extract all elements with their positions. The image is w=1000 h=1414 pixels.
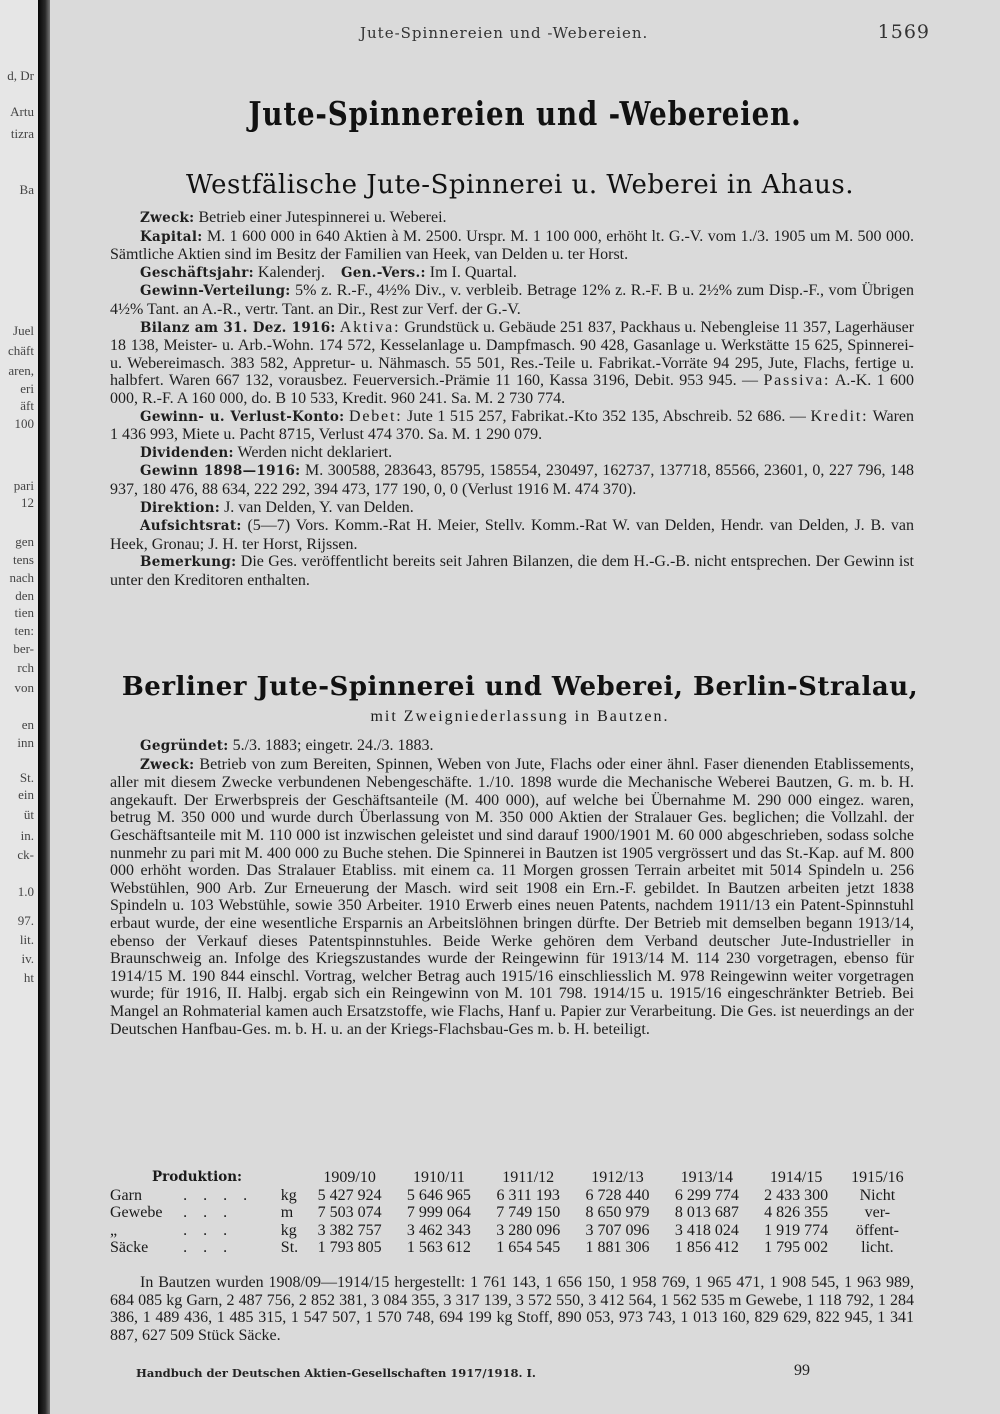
gutter-text-fragment: en [21, 717, 34, 732]
produktion-unit: kg [280, 1186, 297, 1204]
produktion-value: 2 433 300 [764, 1186, 829, 1204]
produktion-value: 7 503 074 [317, 1204, 382, 1222]
produktion-value: 4 826 355 [764, 1204, 829, 1222]
produktion-item: Garn [110, 1186, 142, 1204]
entry-gewinn-verlust-konto [110, 408, 914, 444]
produktion-value: 3 707 096 [585, 1221, 650, 1239]
entry-direktion [110, 499, 914, 518]
entry-gewinn-verteilung [110, 282, 914, 318]
produktion-unit: kg [280, 1221, 297, 1239]
book-page [50, 0, 1000, 1414]
produktion-value: licht. [861, 1239, 894, 1257]
text-direktion: J. van Delden, Y. van Delden. [224, 498, 414, 516]
company-subtitle-berliner: mit Zweigniederlassung in Bautzen. [370, 708, 670, 725]
produktion-value: ver- [864, 1204, 891, 1222]
produktion-value: 1 563 612 [406, 1239, 471, 1257]
produktion-value: 5 427 924 [317, 1186, 382, 1204]
produktion-item: „ [110, 1221, 118, 1239]
text-zweck: Betrieb einer Jutespinnerei u. Weberei. [198, 209, 447, 226]
year-header: 1912/13 [591, 1169, 644, 1186]
text-gewinn-history: M. 300588, 283643, 85795, 158554, 230497, 162737, 137718, 85566, 23601, 0, 227 796, 148 937, 180 476, 88 634, 222 292, 394 473, 177 190, 0, 0 (Verlust 1916 M. 474 370). [110, 462, 914, 498]
label-gegruendet: Gegründet: [140, 738, 229, 754]
page-footer [136, 1362, 936, 1380]
label-dividenden: Dividenden: [140, 444, 234, 461]
gutter-text-fragment: lit. [19, 932, 34, 947]
label-kredit: Kredit: [810, 407, 869, 425]
produktion-leader-dots: . . . [183, 1239, 234, 1257]
produktion-row [110, 1187, 914, 1205]
entry-kapital [110, 228, 914, 264]
produktion-value: 6 728 440 [585, 1186, 650, 1204]
gutter-text-fragment: chäft [8, 343, 34, 358]
gutter-text-fragment: von [14, 680, 34, 695]
gutter-text-fragment: ten: [14, 623, 34, 638]
gutter-text-fragment: tens [13, 552, 34, 567]
label-gewinn-history: Gewinn 1898—1916: [140, 463, 301, 480]
text-zweck-berliner: Betrieb von zum Bereiten, Spinnen, Weben von Jute, Flachs oder einer ähnl. Faser dienenden Etablissements, aller mit diesem Zwecke verbundenen Nebengeschäfte. 1./10. 1898 wurde die Mechanische Weberei Bautzen, G. m. b. H. angekauft. Der Erwerbspreis der Geschäftsanteile (M. 400 000), auf welche bei Übernahme M. 290 000 eingez. waren, betrug M. 350 000 und wurde durch Überlassung von M. 350 000 Aktien der Stralauer Ges. beglichen; die Vollzahl. der Geschäftsanteile mit M. 110 000 ist inzwischen geleistet und sind darauf 1900/1901 M. 60 000 abgeschrieben, sodass solche nunmehr zu pari mit M. 400 000 zu Buche stehen. Die Spinnerei in Bautzen ist 1905 vergrössert und das St.-Kap. auf M. 800 000 erhöht worden. Das Stralauer Etabliss. mit einem ca. 11 Morgen grossen Terrain arbeitet mit 5014 Spindeln u. 256 Webstühlen, 900 Arb. Zur Erneuerung der Masch. wird seit 1908 ein Ern.-F. gebildet. In Bautzen arbeiten jetzt 1838 Spindeln u. 103 Webstühle, sowie 350 Arbeiter. 1910 Erwerb eines neuen Patents, nachdem 1911/13 ein Patent-Spinnstuhl erbaut wurde, der eine wesentliche Ersparnis an Arbeitslöhnen bringen dürfte. Der Betrieb mit demselben begann 1913/14, ebenso der Verkauf dieses Patentspinnstuhles. Beide Werke gehören dem Verband deutscher Jute-Industrieller in Braunschweig an. Infolge des Kriegszustandes wurde der Reingewinn für 1913/14 M. 114 230 vorgetragen, ebenso für 1914/15 M. 190 844 einschl. Vortrag, welcher Betrag auch 1915/16 einschliesslich M. 978 Reingewinn weiter vorgetragen wurde; für 1916, II. Halbj. ergab sich ein Reingewinn von M. 101 798. 1914/15 u. 1915/16 eingeschränkter Betrieb. Bei Mangel an Rohmaterial kamen auch Ersatzstoffe, wie Flachs, Hanf u. Papier zur Verarbeitung. Die Ges. ist neuerdings an der Deutschen Hanfbau-Ges. m. b. H. u. an der Kriegs-Flachsbau-Ges m. b. H. beteiligt. [110, 755, 915, 1038]
gutter-text-fragment: rch [17, 660, 34, 675]
produktion-value: 8 650 979 [585, 1204, 650, 1222]
label-debet: Debet: [349, 407, 403, 425]
company-title-westfaelische: Westfälische Jute-Spinnerei u. Weberei in Ahaus. [185, 170, 855, 200]
entry-zweck [110, 209, 914, 228]
produktion-value: Nicht [859, 1186, 896, 1204]
company-entry-westfaelische [110, 209, 914, 589]
footer-text: Handbuch der Deutschen Aktien-Gesellschaften 1917/1918. I. [136, 1366, 536, 1380]
company-entry-berliner [110, 737, 914, 1038]
produktion-table [110, 1169, 914, 1257]
gutter-text-fragment: ber- [13, 641, 34, 656]
produktion-value: 1 795 002 [764, 1239, 829, 1257]
gutter-text-fragment: ht [23, 970, 34, 985]
text-gewinn-verteilung: 5% z. R.-F., 4½% Div., v. verbleib. Betrage 12% z. R.-F. B u. 2½% zum Disp.-F., vom Übrigen 4½% Tant. an A.-R., vertr. Tant. an Dir., Rest zur Verf. der G.-V. [110, 282, 915, 318]
produktion-value: 1 919 774 [764, 1221, 829, 1239]
label-zweck: Zweck: [140, 210, 195, 226]
produktion-unit: m [280, 1204, 294, 1222]
produktion-value: 8 013 687 [674, 1204, 739, 1222]
bautzen-production-paragraph [110, 1274, 914, 1344]
gutter-text-fragment: ck- [17, 847, 34, 862]
adjacent-page-gutter [0, 0, 38, 1414]
label-bemerkung: Bemerkung: [140, 554, 237, 571]
produktion-value: 1 654 545 [496, 1239, 561, 1257]
gutter-text-fragment: ein [18, 787, 34, 802]
gutter-text-fragment: Artu [10, 104, 34, 119]
label-geschaeftsjahr: Geschäftsjahr: [140, 264, 254, 281]
entry-geschaeftsjahr [110, 264, 914, 283]
produktion-row [110, 1204, 914, 1222]
year-header: 1913/14 [680, 1169, 734, 1186]
gutter-text-fragment: tizra [10, 126, 34, 141]
produktion-row [110, 1239, 914, 1257]
gutter-text-fragment: 97. [17, 913, 34, 928]
produktion-leader-dots: . . . [183, 1221, 234, 1239]
produktion-value: 1 856 412 [674, 1239, 739, 1257]
gutter-text-fragment: pari [13, 478, 34, 493]
year-header: 1909/10 [323, 1169, 376, 1186]
gutter-text-fragment: 12 [21, 495, 34, 510]
gutter-text-fragment: inn [17, 735, 34, 750]
produktion-value: 3 382 757 [317, 1221, 382, 1239]
gutter-text-fragment: aren, [8, 363, 34, 378]
entry-dividenden [110, 444, 914, 463]
gutter-text-fragment: nach [9, 570, 34, 585]
gutter-text-fragment: üt [23, 807, 34, 822]
company-title-berliner: Berliner Jute-Spinnerei und Weberei, Berlin-Stralau, [121, 672, 919, 702]
label-zweck-berliner: Zweck: [140, 756, 195, 773]
text-dividenden: Werden nicht deklariert. [237, 443, 393, 461]
year-header: 1915/16 [851, 1169, 904, 1186]
label-aktiva: Aktiva: [339, 318, 401, 336]
produktion-leader-dots: . . . . [183, 1186, 254, 1204]
text-kapital: M. 1 600 000 in 640 Aktien à M. 2500. Urspr. M. 1 100 000, erhöht lt. G.-V. vom 1./3. 1905 um M. 500 000. Sämtliche Aktien sind im Besitz der Familien van Heek, van Delden u. ter Horst. [110, 227, 914, 264]
label-gewinn-verteilung: Gewinn-Verteilung: [140, 283, 291, 300]
page-number: 1569 [877, 21, 930, 43]
entry-bemerkung [110, 553, 914, 589]
produktion-value: 1 793 805 [317, 1239, 382, 1257]
gutter-text-fragment: Ba [19, 182, 34, 197]
label-aufsichtsrat: Aufsichtsrat: [140, 518, 242, 535]
label-gen-vers: Gen.-Vers.: [340, 264, 426, 281]
gutter-text-fragment: iv. [21, 951, 34, 966]
produktion-value: öffent- [855, 1221, 899, 1239]
produktion-value: 1 881 306 [585, 1239, 650, 1257]
text-aktiva: Grundstück u. Gebäude 251 837, Packhaus u. Nebengleise 11 357, Lagerhäuser 18 138, Meister- u. Arb.-Wohn. 174 572, Kesselanlage u. Dampfmasch. 90 428, Gasanlage u. Werkstätte 15 625, Spinnerei- u. Webereimasch. 383 582, Appretur- u. Nähmasch. 55 501, Res.-Teile u. Fabrikat.-Vorräte 94 295, Jute, Flachs, fertige u. halbfert. Waren 667 132, vorausbez. Feuerversich.-Prämie 11 160, Kassa 3196, Debit. 953 945. — [110, 318, 915, 390]
gutter-text-fragment: Juel [13, 323, 34, 338]
gutter-text-fragment: 100 [14, 416, 34, 431]
text-geschaeftsjahr: Kalenderj. [257, 263, 325, 281]
produktion-value: 3 418 024 [674, 1221, 739, 1239]
gutter-text-fragment: eri [20, 381, 34, 396]
produktion-item: Gewebe [110, 1204, 163, 1222]
text-debet: Jute 1 515 257, Fabrikat.-Kto 352 135, Abschreib. 52 686. — [407, 407, 806, 425]
label-bilanz: Bilanz am 31. Dez. 1916: [140, 319, 336, 336]
entry-zweck-berliner [110, 756, 914, 1039]
text-bemerkung: Die Ges. veröffentlicht bereits seit Jahren Bilanzen, die dem H.-G.-B. nicht entsprechen. Der Gewinn ist unter den Kreditoren enthalten. [110, 553, 915, 589]
footer-sheet-number: 99 [794, 1362, 810, 1379]
produktion-value: 5 646 965 [406, 1186, 471, 1204]
entry-aufsichtsrat [110, 517, 914, 553]
label-kapital: Kapital: [140, 228, 203, 245]
produktion-row [110, 1222, 914, 1240]
produktion-value: 3 462 343 [406, 1221, 471, 1239]
produktion-value: 6 299 774 [674, 1186, 739, 1204]
text-gen-vers: Im I. Quartal. [429, 263, 517, 281]
gutter-text-fragment: 1.0 [17, 884, 34, 899]
label-gewinn-verlust-konto: Gewinn- u. Verlust-Konto: [140, 408, 345, 425]
text-aufsichtsrat: (5—7) Vors. Komm.-Rat H. Meier, Stellv. Komm.-Rat W. van Delden, Hendr. van Delden, J. B. van Heek, Gronau; J. H. ter Horst, Rijssen. [110, 517, 914, 553]
gutter-text-fragment: tien [14, 605, 34, 620]
running-header-title: Jute-Spinnereien und -Webereien. [360, 24, 649, 42]
produktion-unit: St. [280, 1239, 299, 1257]
text-bautzen: In Bautzen wurden 1908/09—1914/15 hergestellt: 1 761 143, 1 656 150, 1 958 769, 1 965 471, 1 908 545, 1 963 989, 684 085 kg Garn, 2 487 756, 2 852 381, 3 084 355, 3 317 139, 3 572 550, 3 412 564, 1 562 535 m Gewebe, 1 118 792, 1 284 386, 1 489 436, 1 485 315, 1 547 507, 1 570 748, 694 199 kg Stoff, 890 053, 973 743, 1 013 160, 829 629, 822 945, 1 341 887, 627 509 Stück Säcke. [110, 1274, 914, 1344]
gutter-text-fragment: äft [20, 398, 34, 413]
book-spine-shadow [38, 0, 50, 1414]
produktion-value: 3 280 096 [496, 1221, 561, 1239]
entry-gegruendet [110, 737, 914, 756]
text-gegruendet: 5./3. 1883; eingetr. 24./3. 1883. [232, 737, 434, 754]
gutter-text-fragment: St. [19, 770, 34, 785]
produktion-label: Produktion: [152, 1169, 243, 1185]
year-header: 1911/12 [502, 1169, 555, 1186]
produktion-header-row [110, 1169, 914, 1187]
section-title: Jute-Spinnereien und -Webereien. [248, 94, 802, 133]
produktion-value: 7 749 150 [496, 1204, 561, 1222]
gutter-text-fragment: den [15, 588, 34, 603]
gutter-text-fragment: in. [20, 828, 34, 843]
produktion-leader-dots: . . . [183, 1204, 234, 1222]
gutter-text-fragment: d, Dr [7, 68, 34, 83]
produktion-value: 7 999 064 [406, 1204, 471, 1222]
text-kredit: Waren 1 436 993, Miete u. Pacht 8715, Verlust 474 370. Sa. M. 1 290 079. [110, 407, 915, 444]
produktion-value: 6 311 193 [496, 1186, 560, 1204]
year-header: 1914/15 [769, 1169, 823, 1186]
label-passiva: Passiva: [763, 372, 831, 390]
label-direktion: Direktion: [140, 499, 221, 516]
entry-gewinn-history [110, 462, 914, 498]
text-passiva: A.-K. 1 600 000, R.-F. A 160 000, do. B 10 533, Kredit. 960 241. Sa. M. 2 730 774. [110, 372, 915, 407]
produktion-item: Säcke [110, 1239, 149, 1257]
year-header: 1910/11 [413, 1169, 465, 1186]
gutter-text-fragment: gen [15, 534, 34, 549]
entry-bilanz [110, 319, 914, 408]
